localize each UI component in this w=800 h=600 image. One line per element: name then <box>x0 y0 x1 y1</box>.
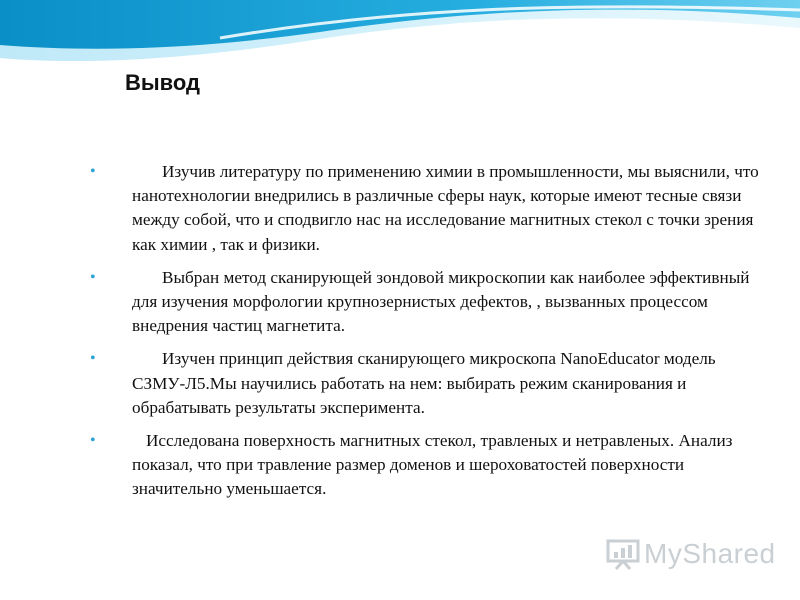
watermark-text: MyShared <box>644 538 776 569</box>
bullet-text: Исследована поверхность магнитных стекол, травленых и нетравленых. Анализ показал, что при травление размер доменов и шероховатостей поверхности значительно уменьшается. <box>132 431 733 499</box>
header-wave-decoration <box>0 0 800 80</box>
presentation-board-icon <box>606 538 640 570</box>
bullet-list <box>90 160 760 511</box>
bullet-dot-icon: • <box>90 350 96 368</box>
watermark-logo <box>606 538 776 570</box>
bullet-dot-icon: • <box>90 432 96 450</box>
bullet-text: Изучен принцип действия сканирующего микроскопа NanoEducator модель СЗМУ-Л5.Мы научились работать на нем: выбирать режим сканирования и обрабатывать результаты эксперимента. <box>132 349 716 417</box>
bullet-dot-icon: • <box>90 268 96 286</box>
bullet-text: Выбран метод сканирующей зондовой микроскопии как наиболее эффективный для изучения морфологии крупнозернистых дефектов, , вызванных процессом внедрения частиц магнетита. <box>132 267 750 336</box>
bullet-item <box>90 347 760 420</box>
bullet-item <box>90 266 760 339</box>
bullet-text: Изучив литературу по применению химии в промышленности, мы выяснили, что нанотехнологии внедрились в различные сферы наук, которые имеют тесные связи между собой, что и сподвигло нас на исследование магнитных стекол с точки зрения как химии , так и физики. <box>132 162 759 254</box>
bullet-item <box>90 160 760 257</box>
bullet-dot-icon: • <box>90 163 96 180</box>
slide-title: Вывод <box>125 70 201 95</box>
bullet-item <box>90 429 760 502</box>
